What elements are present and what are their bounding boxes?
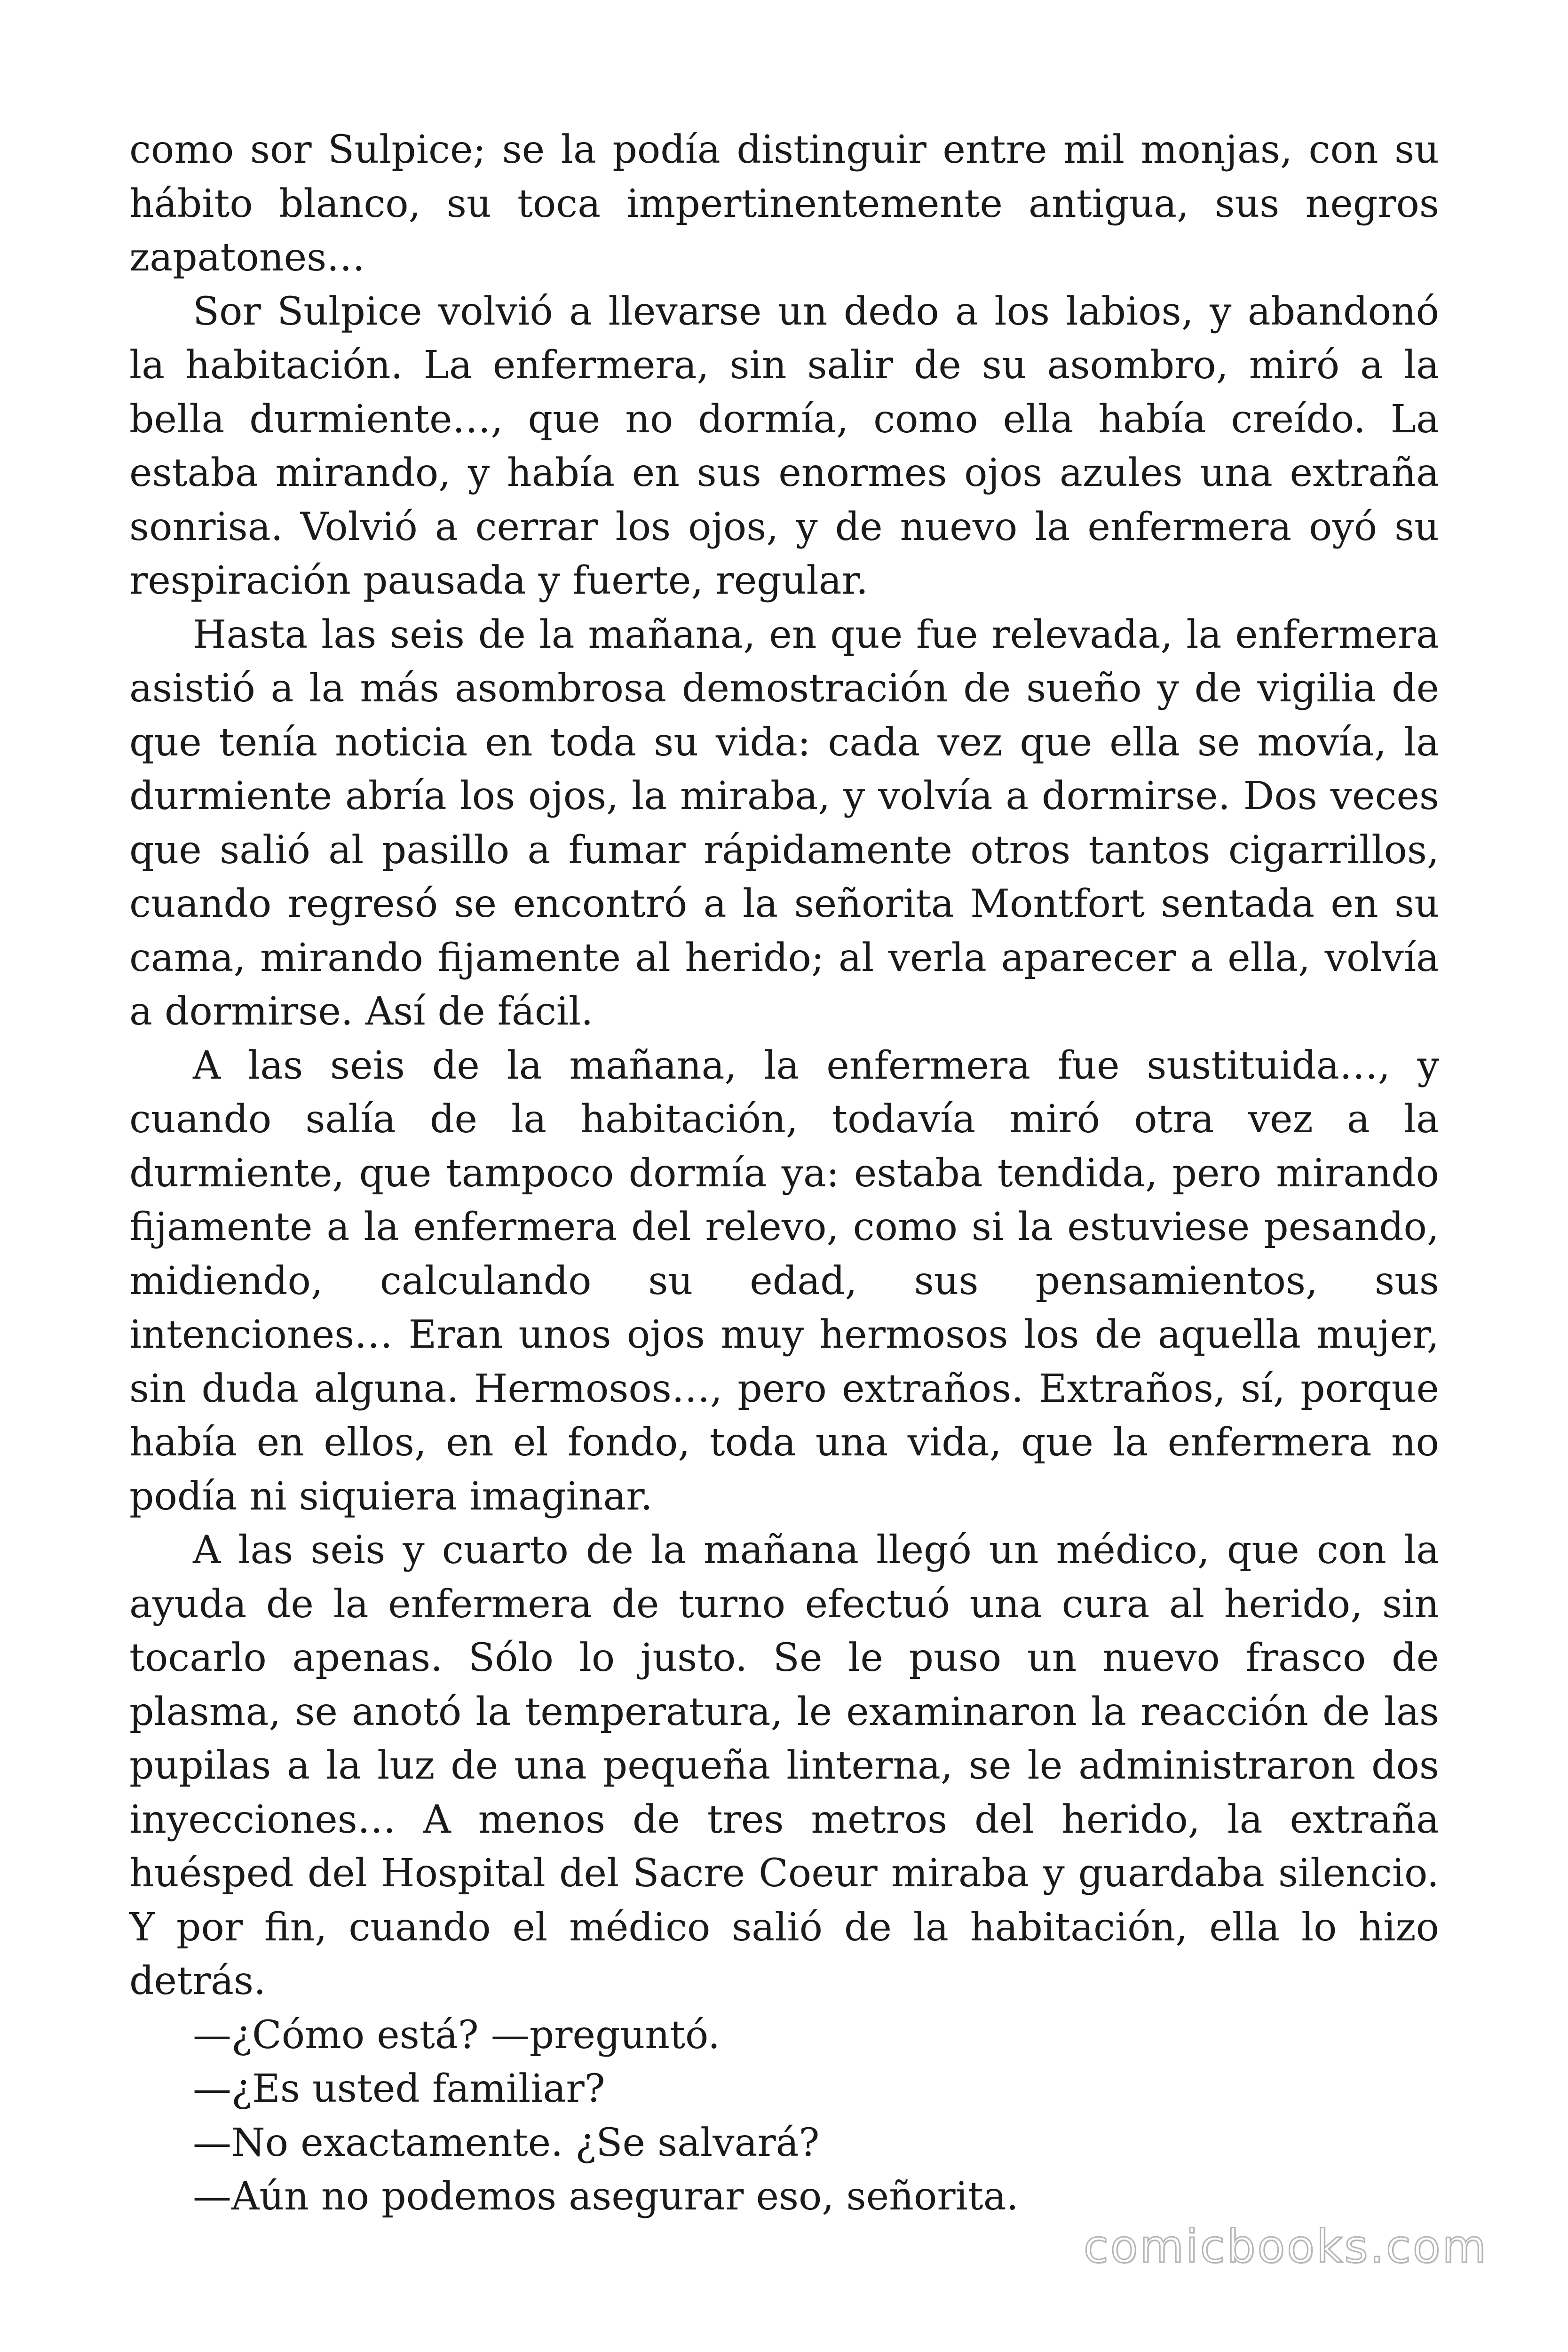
dialogue-line: —Aún no podemos asegurar eso, señorita.: [193, 2174, 1019, 2219]
dialogue-line: —No exactamente. ¿Se salvará?: [193, 2120, 820, 2165]
body-text: [129, 123, 1439, 2224]
watermark-logo: comicbooks.com: [1083, 2220, 1488, 2273]
paragraph-continuation: como sor Sulpice; se la podía distinguir entre mil monjas, con su hábito blanco, su toca impertinentemente antigua, sus negros zapatones…: [129, 127, 1439, 280]
paragraph: A las seis y cuarto de la mañana llegó un médico, que con la ayuda de la enfermera de turno efectuó una cura al herido, sin tocarlo apenas. Sólo lo justo. Se le puso un nuevo frasco de plasma, se anotó la temperatura, le examinaron la reacción de las pupilas a la luz de una pequeña linterna, se le administraron dos inyecciones… A menos de tres metros del herido, la extraña huésped del Hospital del Sacre Coeur miraba y guardaba silencio. Y por fin, cuando el médico salió de la habitación, ella lo hizo detrás.: [129, 1528, 1439, 2003]
paragraph: Hasta las seis de la mañana, en que fue relevada, la enfermera asistió a la más asombrosa demostración de sueño y de vigilia de que tenía noticia en toda su vida: cada vez que ella se movía, la durmiente abría los ojos, la miraba, y volvía a dormirse. Dos veces que salió al pasillo a fumar rápidamente otros tantos cigarrillos, cuando regresó se encontró a la señorita Montfort sentada en su cama, mirando fijamente al herido; al verla aparecer a ella, volvía a dormirse. Así de fácil.: [129, 612, 1439, 1034]
paragraph: Sor Sulpice volvió a llevarse un dedo a los labios, y abandonó la habitación. La enfermera, sin salir de su asombro, miró a la bella durmiente…, que no dormía, como ella había creído. La estaba mirando, y había en sus enormes ojos azules una extraña sonrisa. Volvió a cerrar los ojos, y de nuevo la enfermera oyó su respiración pausada y fuerte, regular.: [129, 289, 1439, 603]
paragraph: A las seis de la mañana, la enfermera fue sustituida…, y cuando salía de la habitación, todavía miró otra vez a la durmiente, que tampoco dormía ya: estaba tendida, pero mirando fijamente a la enfermera del relevo, como si la estuviese pesando, midiendo, calculando su edad, sus pensamientos, sus intenciones… Eran unos ojos muy hermosos los de aquella mujer, sin duda alguna. Hermosos…, pero extraños. Extraños, sí, porque había en ellos, en el fondo, toda una vida, que la enfermera no podía ni siquiera imaginar.: [129, 1043, 1439, 1519]
dialogue-line: —¿Cómo está? —preguntó.: [193, 2012, 721, 2058]
dialogue-line: —¿Es usted familiar?: [193, 2066, 605, 2111]
